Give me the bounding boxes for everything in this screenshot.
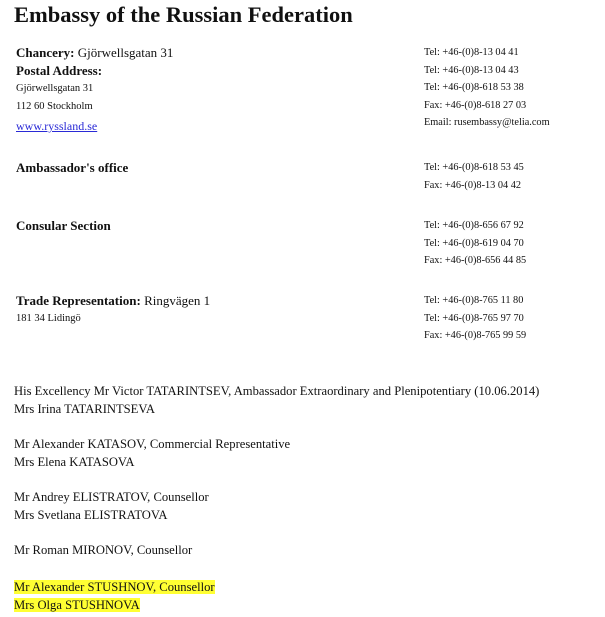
chancery-tel-3: Tel: +46-(0)8-618 53 38 [424, 82, 524, 93]
trade-line [16, 292, 210, 310]
trade-contacts [424, 292, 526, 345]
trade-fax: Fax: +46-(0)8-765 99 59 [424, 330, 527, 341]
highlighted-staff-name: Mr Alexander STUSHNOV, Counsellor [14, 580, 215, 594]
trade-tel-1: Tel: +46-(0)8-765 11 80 [424, 295, 524, 306]
chancery-address [16, 44, 173, 136]
website-link[interactable]: www.ryssland.se [16, 119, 98, 133]
consular-tel-2: Tel: +46-(0)8-619 04 70 [424, 237, 524, 249]
ambassador-office-label-wrap [16, 159, 128, 177]
chancery-label: Chancery: [16, 45, 75, 60]
trade-value: Ringvägen 1 [144, 293, 211, 308]
postal-line-street: Gjörwellsgatan 31 [16, 83, 94, 94]
highlighted-staff-spouse: Mrs Olga STUSHNOVA [14, 597, 140, 612]
postal-address-label: Postal Address: [16, 63, 103, 78]
staff-spouse-wrap [14, 597, 215, 615]
chancery-email: Email: rusembassy@telia.com [424, 117, 550, 128]
staff-name: Mr Roman MIRONOV, Counsellor [14, 543, 193, 557]
trade-tel-2: Tel: +46-(0)8-765 97 70 [424, 312, 524, 324]
consular-fax: Fax: +46-(0)8-656 44 85 [424, 255, 527, 266]
consular-contacts [424, 217, 526, 270]
chancery-tel-2: Tel: +46-(0)8-13 04 43 [424, 64, 519, 76]
chancery-contacts [424, 44, 550, 132]
trade-postal: 181 34 Lidingö [16, 313, 81, 324]
staff-spouse: Mrs Svetlana ELISTRATOVA [14, 507, 168, 522]
staff-spouse: Mrs Elena KATASOVA [14, 454, 135, 469]
postal-line-city: 112 60 Stockholm [16, 101, 93, 112]
staff-name: Mr Alexander KATASOV, Commercial Representative [14, 437, 291, 451]
staff-name-wrap [14, 579, 215, 597]
consular-tel-1: Tel: +46-(0)8-656 67 92 [424, 220, 524, 231]
staff-name: Mr Andrey ELISTRATOV, Counsellor [14, 490, 209, 504]
chancery-line [16, 44, 173, 62]
trade-label: Trade Representation: [16, 293, 141, 308]
chancery-value: Gjörwellsgatan 31 [77, 45, 174, 60]
chancery-fax: Fax: +46-(0)8-618 27 03 [424, 99, 527, 111]
ambassador-office-tel: Tel: +46-(0)8-618 53 45 [424, 162, 524, 173]
consular-label-wrap [16, 217, 111, 235]
staff-name: His Excellency Mr Victor TATARINTSEV, Ambassador Extraordinary and Plenipotentiary (10.06.2014) [14, 384, 540, 398]
ambassador-office-contacts [424, 159, 524, 194]
staff-entry [14, 489, 209, 524]
staff-entry [14, 436, 290, 471]
page-title: Embassy of the Russian Federation [14, 2, 353, 27]
staff-entry [14, 542, 192, 560]
ambassador-office-label: Ambassador's office [16, 160, 129, 175]
chancery-tel-1: Tel: +46-(0)8-13 04 41 [424, 47, 519, 58]
staff-entry [14, 383, 539, 418]
trade-address [16, 292, 210, 328]
ambassador-office-fax: Fax: +46-(0)8-13 04 42 [424, 179, 522, 191]
consular-label: Consular Section [16, 218, 111, 233]
staff-entry-highlighted [14, 579, 215, 614]
staff-spouse: Mrs Irina TATARINTSEVA [14, 401, 155, 416]
